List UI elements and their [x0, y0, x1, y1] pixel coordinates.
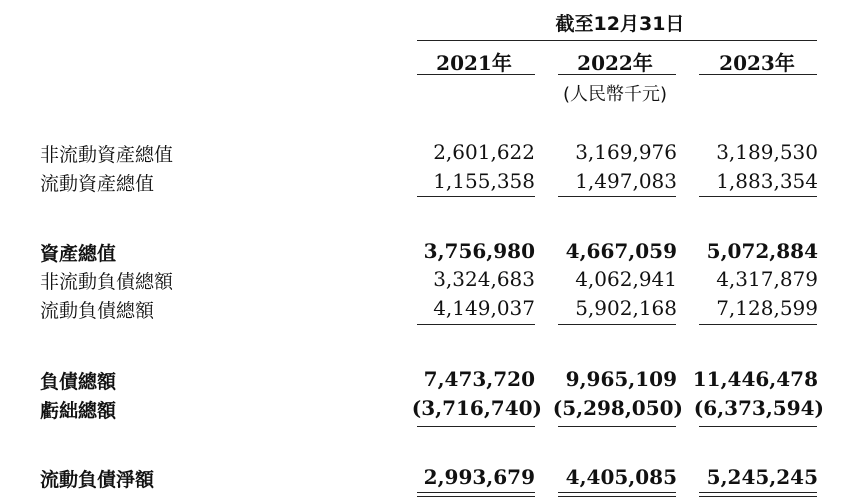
value-2023: 5,072,884 [706, 239, 818, 263]
subtotal-rule-2023 [699, 196, 817, 197]
value-2023: 7,128,599 [716, 296, 818, 320]
value-2022: (5,298,050) [552, 396, 683, 420]
row-label: 非流動負債總額 [40, 271, 174, 293]
value-2021: 1,155,358 [433, 169, 535, 193]
subtotal-rule-2021 [417, 426, 535, 427]
row-label: 流動資產總值 [40, 173, 155, 195]
value-2023: 1,883,354 [716, 169, 818, 193]
value-2021: 7,473,720 [423, 367, 535, 391]
value-2022: 4,667,059 [565, 239, 677, 263]
value-2021: 3,324,683 [433, 267, 535, 291]
value-2023: 3,189,530 [716, 140, 818, 164]
value-2022: 9,965,109 [565, 367, 677, 391]
row-label: 非流動資產總值 [40, 144, 174, 166]
total-double-rule-2023 [699, 492, 817, 497]
subtotal-rule-2022 [558, 426, 676, 427]
subtotal-rule-2023 [699, 324, 817, 325]
total-double-rule-2022 [558, 492, 676, 497]
year-2021: 2021年 [436, 51, 512, 75]
year-rule-2022 [558, 74, 676, 75]
value-2021: 3,756,980 [423, 239, 535, 263]
value-2023: 4,317,879 [716, 267, 818, 291]
subtotal-rule-2023 [699, 426, 817, 427]
value-2023: (6,373,594) [693, 396, 824, 420]
value-2022: 1,497,083 [575, 169, 677, 193]
row-label: 負債總額 [40, 371, 117, 393]
total-double-rule-2021 [417, 492, 535, 497]
unit-label: (人民幣千元) [562, 84, 668, 105]
row-label: 資產總值 [40, 243, 117, 265]
subtotal-rule-2021 [417, 324, 535, 325]
value-2023: 5,245,245 [706, 465, 818, 489]
value-2021: 2,993,679 [423, 465, 535, 489]
subtotal-rule-2022 [558, 324, 676, 325]
year-rule-2021 [417, 74, 535, 75]
value-2022: 5,902,168 [575, 296, 677, 320]
subtotal-rule-2022 [558, 196, 676, 197]
year-2022: 2022年 [577, 51, 653, 75]
row-label: 流動負債淨額 [40, 469, 155, 491]
row-label: 流動負債總額 [40, 300, 155, 322]
value-2021: (3,716,740) [411, 396, 542, 420]
year-rule-2023 [699, 74, 817, 75]
value-2023: 11,446,478 [692, 367, 818, 391]
value-2021: 2,601,622 [433, 140, 535, 164]
value-2022: 4,062,941 [575, 267, 677, 291]
value-2022: 4,405,085 [565, 465, 677, 489]
period-heading: 截至12月31日 [555, 13, 685, 35]
value-2021: 4,149,037 [433, 296, 535, 320]
period-rule [417, 40, 817, 41]
year-2023: 2023年 [719, 51, 795, 75]
row-label: 虧絀總額 [40, 400, 117, 422]
subtotal-rule-2021 [417, 196, 535, 197]
value-2022: 3,169,976 [575, 140, 677, 164]
